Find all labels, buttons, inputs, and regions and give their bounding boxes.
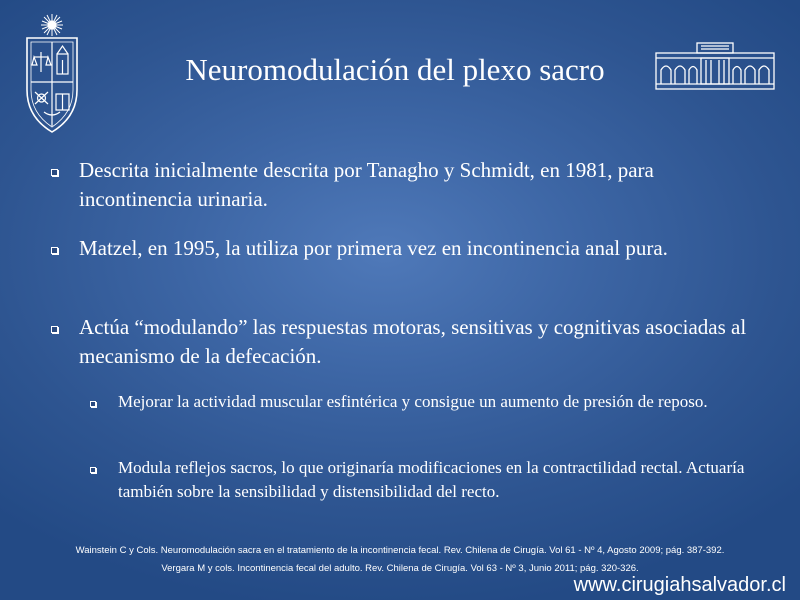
bullet-item [48,156,768,214]
square-bullet-icon [51,169,58,176]
website-url: www.cirugiahsalvador.cl [573,574,786,596]
square-bullet-icon [90,467,96,473]
bullet-item [48,234,768,263]
square-bullet-icon [51,247,58,254]
bullet-text: Matzel, en 1995, la utiliza por primera vez en incontinencia anal pura. [79,236,668,260]
bullet-text: Actúa “modulando” las respuestas motoras, sensitivas y cognitivas asociadas al mecanismo de la defecación. [79,315,747,368]
slide-title: Neuromodulación del plexo sacro [185,52,605,87]
sub-bullet-text: Modula reflejos sacros, lo que originaría modificaciones en la contractilidad rectal. Actuaría también sobre la sensibilidad y distensibilidad del recto. [118,458,745,501]
sub-bullet-item [88,456,768,504]
square-bullet-icon [51,326,58,333]
bullet-text: Descrita inicialmente descrita por Tanagho y Schmidt, en 1981, para incontinencia urinaria. [79,158,654,211]
sub-bullet-text: Mejorar la actividad muscular esfintérica y consigue un aumento de presión de reposo. [118,392,708,411]
square-bullet-icon [90,401,96,407]
reference-line: Wainstein C y Cols. Neuromodulación sacra en el tratamiento de la incontinencia fecal. Rev. Chilena de Cirugía. Vol 61 - Nº 4, Agosto 2009; pág. 387-392. [75,545,725,556]
sub-bullet-item [88,390,768,414]
reference-line: Vergara M y cols. Incontinencia fecal del adulto. Rev. Chilena de Cirugía. Vol 63 - Nº 3, Junio 2011; pág. 320-326. [161,563,639,574]
bullet-item [48,313,768,371]
